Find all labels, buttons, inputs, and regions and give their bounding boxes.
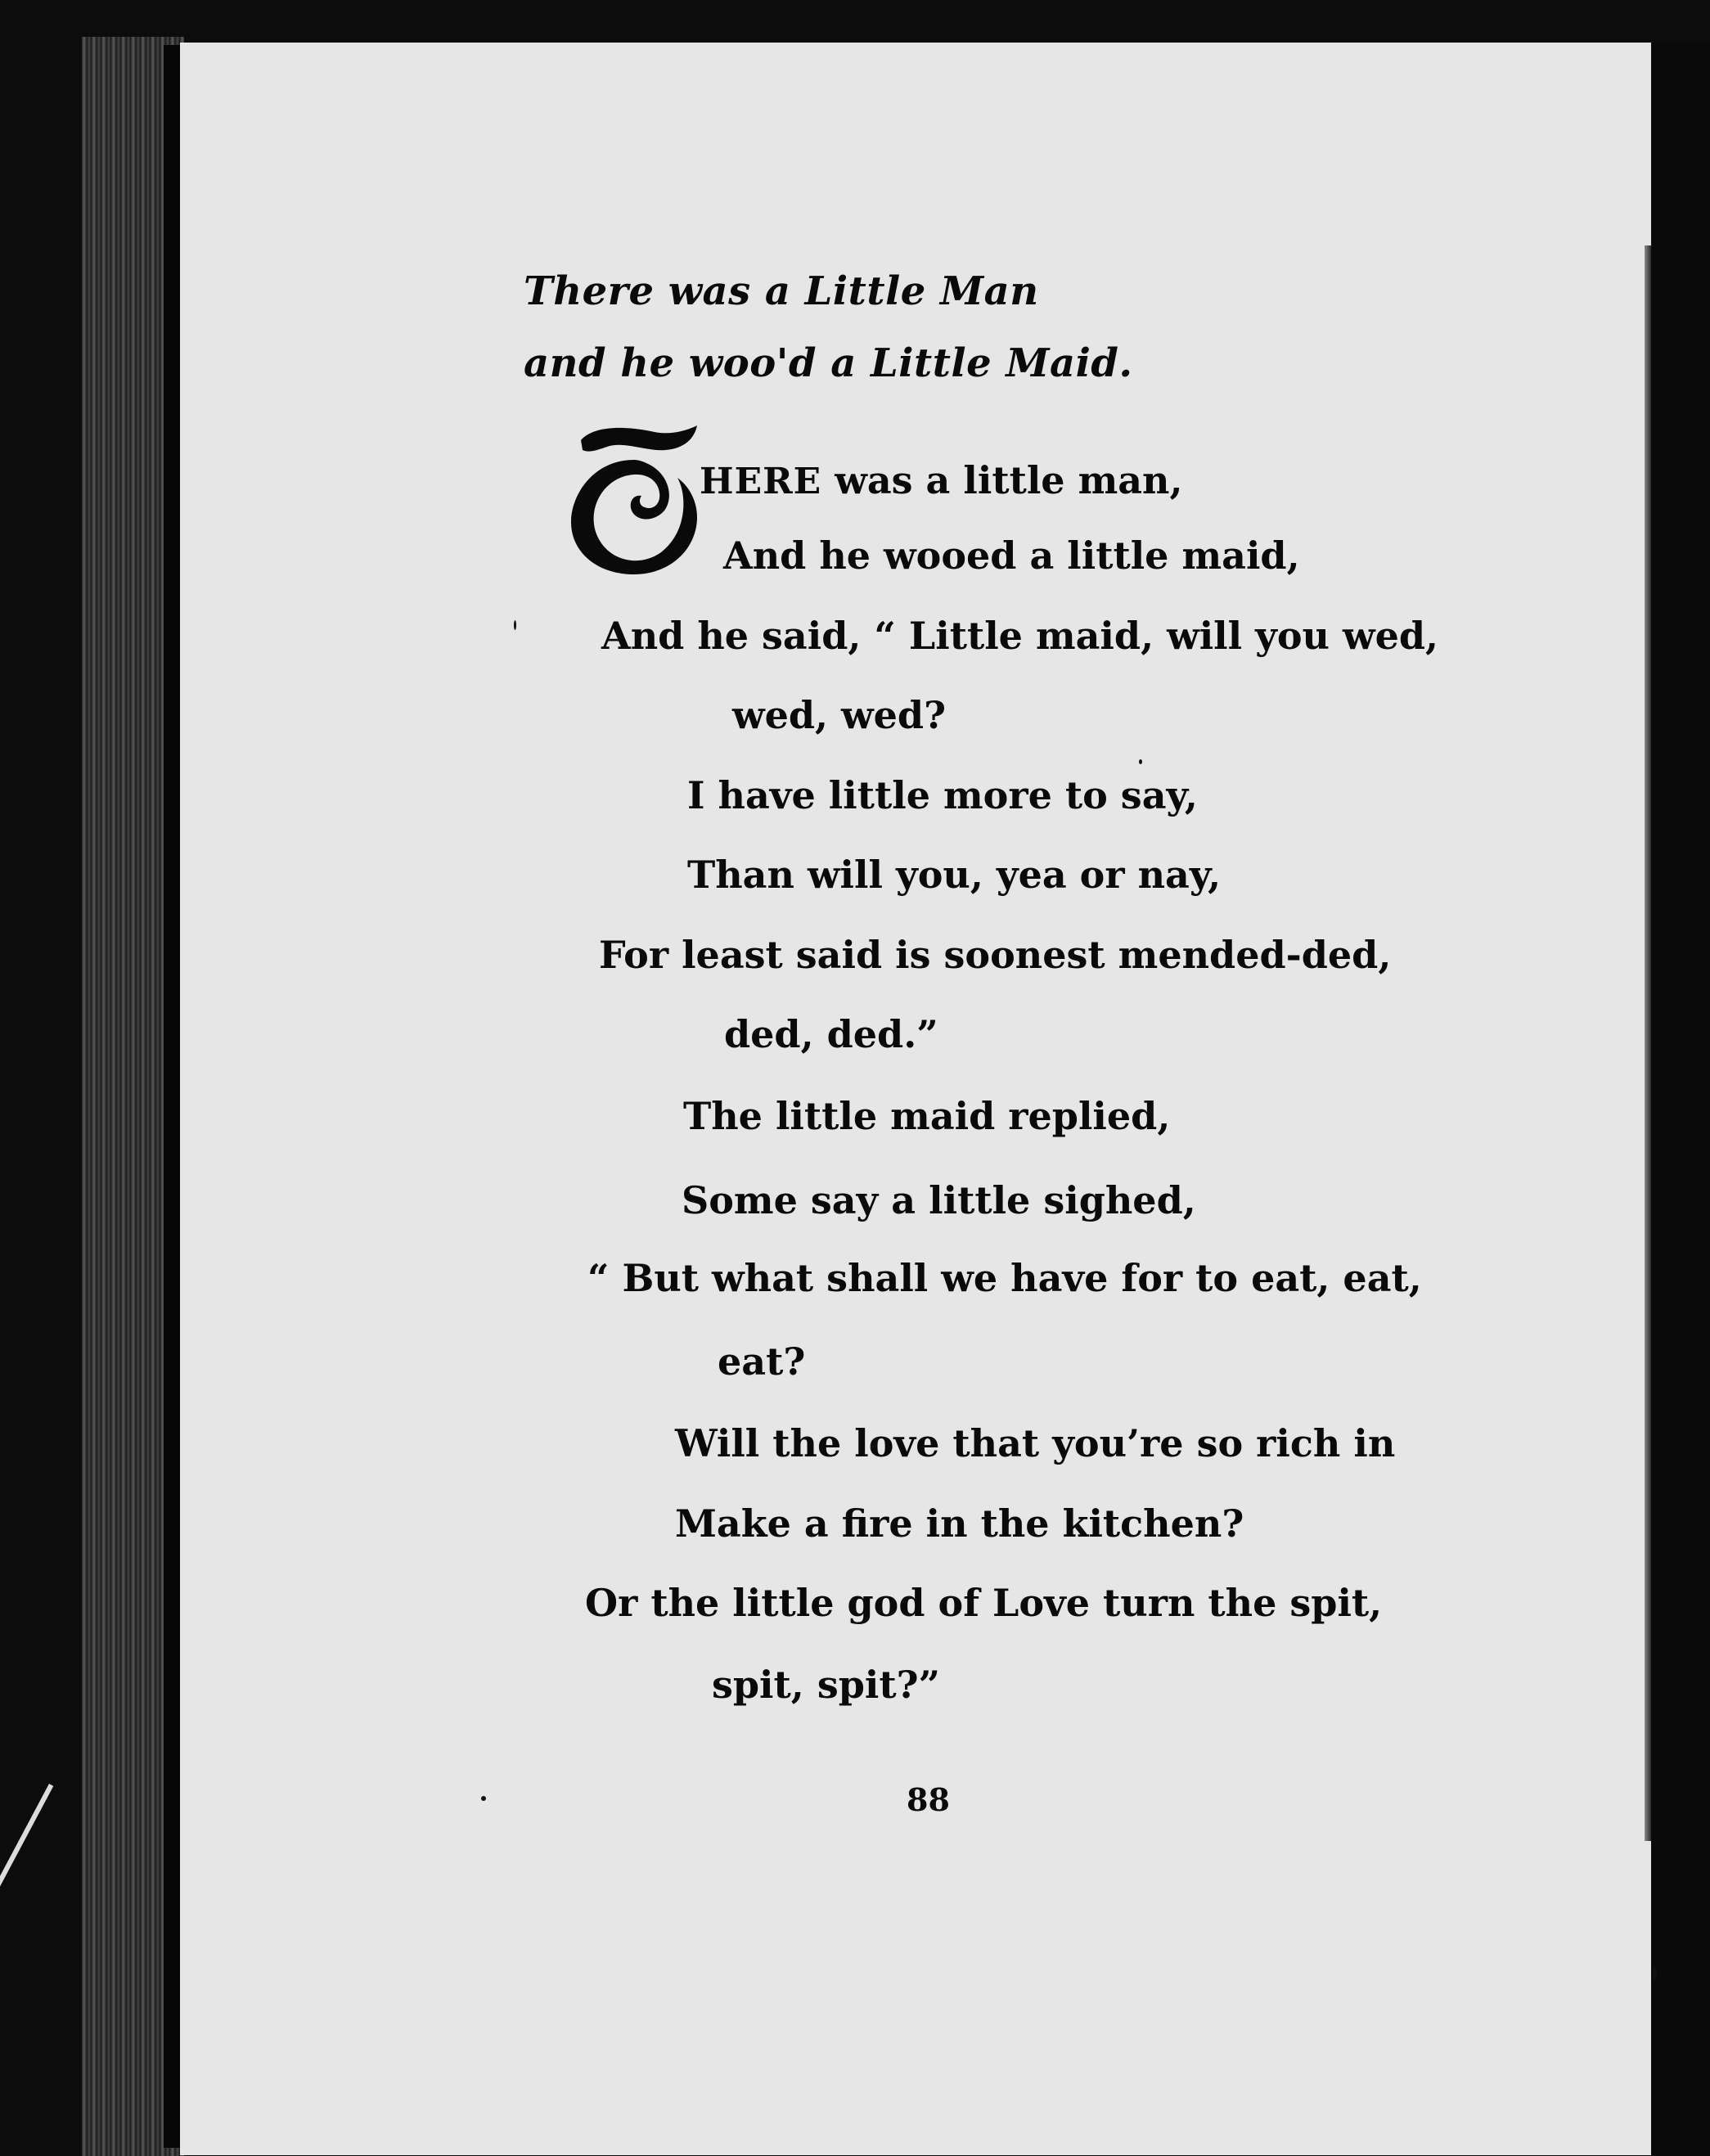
poem-line-1-text: was a little man, (821, 458, 1183, 502)
poem-line-8: ded, ded.” (724, 1012, 938, 1056)
poem-line-15: Or the little god of Love turn the spit, (585, 1581, 1383, 1625)
poem-line-3: And he said, “ Little maid, will you wed, (601, 614, 1439, 658)
page-number: 88 (907, 1781, 950, 1818)
poem-line-11: “ But what shall we have for to eat, eat, (587, 1256, 1422, 1300)
poem-title-line-1: There was a Little Man (524, 268, 1039, 314)
poem-line-16: spit, spit?” (712, 1663, 941, 1707)
poem-line-12: eat? (718, 1339, 806, 1384)
ink-speck (1139, 759, 1142, 764)
poem-line-9: The little maid replied, (683, 1094, 1171, 1138)
poem-line-6: Than will you, yea or nay, (687, 853, 1222, 897)
poem-line-13: Will the love that you’re so rich in (675, 1421, 1396, 1465)
poem-line-4: wed, wed? (732, 693, 947, 737)
poem-line-7: For least said is soonest mended-ded, (599, 933, 1392, 977)
ink-speck (1653, 1968, 1657, 1979)
poem-line-14: Make a fire in the kitchen? (675, 1501, 1244, 1546)
ink-speck (514, 620, 516, 630)
poem-title-line-2: and he woo'd a Little Maid. (524, 340, 1133, 386)
poem-line-2: And he wooed a little maid, (723, 533, 1300, 578)
poem-line-1 (700, 458, 1183, 502)
poem-line-5: I have little more to say, (687, 773, 1198, 817)
drop-cap-rest: HERE (700, 461, 822, 502)
poem-line-10: Some say a little sighed, (682, 1178, 1196, 1222)
drop-cap-letter-icon (565, 425, 704, 577)
ink-speck (481, 1796, 486, 1801)
